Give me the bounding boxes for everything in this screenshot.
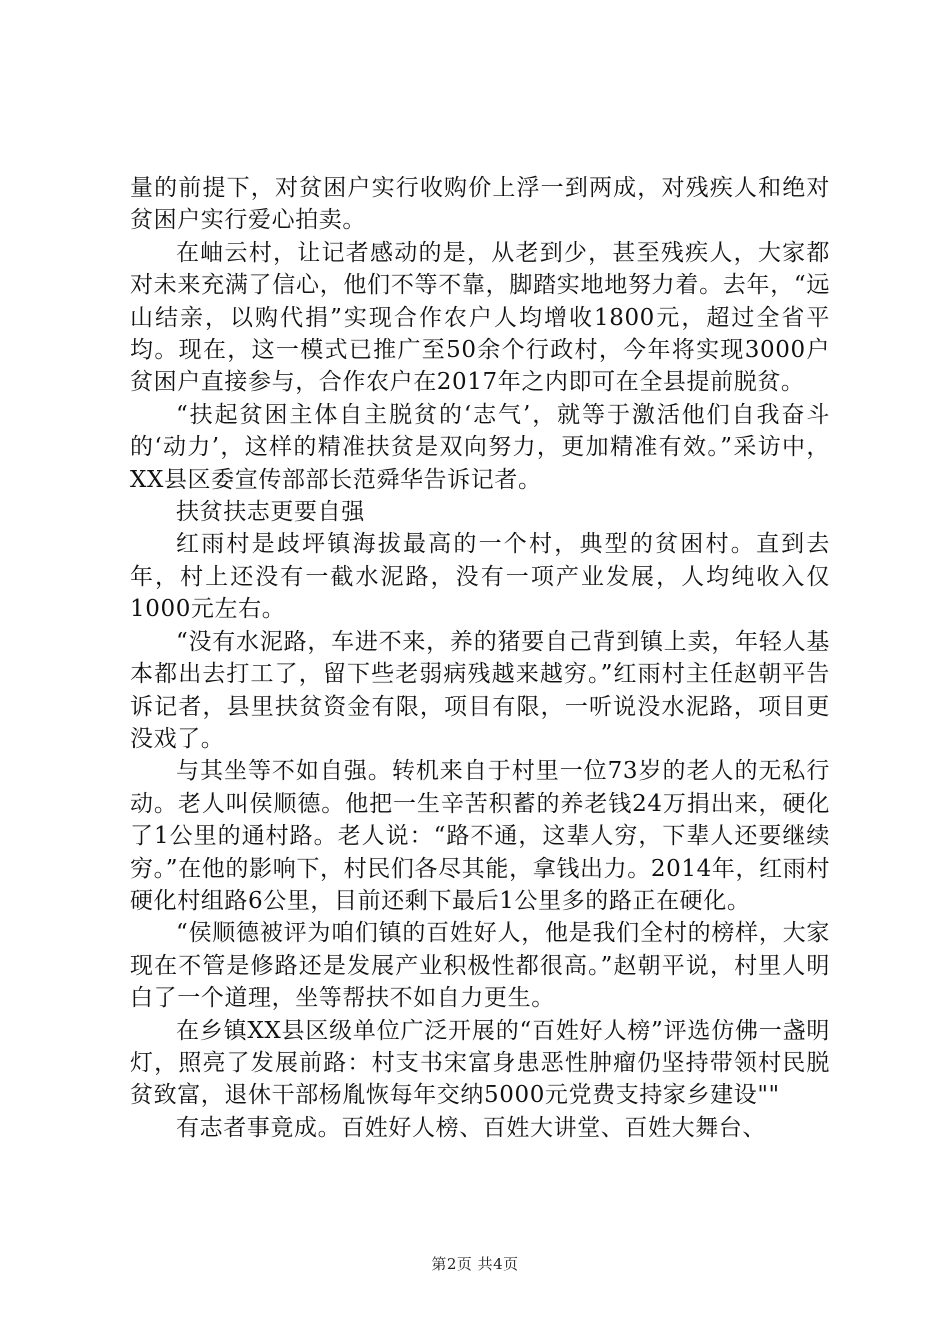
paragraph-hongyu-village: 红雨村是歧坪镇海拔最高的一个村，典型的贫困村。直到去年，村上还没有一截水泥路，没有一项产业发展，人均纯收入仅1000元左右。 [130,531,830,623]
document-body [130,172,830,1144]
paragraph-closing: 有志者事竟成。百姓好人榜、百姓大讲堂、百姓大舞台、 [176,1114,766,1141]
paragraph-quote-zhao-chaoping: “没有水泥路，车进不来，养的猪要自己背到镇上卖，年轻人基本都出去打工了，留下些老弱病残越来越穷。”红雨村主任赵朝平告诉记者，县里扶贫资金有限，项目有限，一听说没水泥路，项目更没戏了。 [130,628,830,752]
paragraph-role-model: “侯顺德被评为咱们镇的百姓好人，他是我们全村的榜样，大家现在不管是修路还是发展产业积极性都很高。”赵朝平说，村里人明白了一个道理，坐等帮扶不如自力更生。 [130,920,830,1012]
paragraph-good-people-list: 在乡镇XX县区级单位广泛开展的“百姓好人榜”评选仿佛一盏明灯，照亮了发展前路：村支书宋富身患恶性肿瘤仍坚持带领村民脱贫致富，退休干部杨胤恢每年交纳5000元党费支持家乡建设"" [130,1017,830,1109]
paragraph-xiuyun-village: 在岫云村，让记者感动的是，从老到少，甚至残疾人，大家都对未来充满了信心，他们不等不靠，脚踏实地地努力着。去年，“远山结亲，以购代捐”实现合作农户人均增收1800元，超过全省平均。现在，这一模式已推广至50余个行政村，今年将实现3000户贫困户直接参与，合作农户在2017年之内即可在全县提前脱贫。 [130,239,830,396]
paragraph-hou-shunde: 与其坐等不如自强。转机来自于村里一位73岁的老人的无私行动。老人叫侯顺德。他把一生辛苦积蓄的养老钱24万捐出来，硬化了1公里的通村路。老人说：“路不通，这辈人穷，下辈人还要继续穷。”在他的影响下，村民们各尽其能，拿钱出力。2014年，红雨村硬化村组路6公里，目前还剩下最后1公里多的路正在硬化。 [130,758,830,914]
paragraph-quote-fan-shunhua: “扶起贫困主体自主脱贫的‘志气’，就等于激活他们自我奋斗的‘动力’，这样的精准扶贫是双向努力，更加精准有效。”采访中，XX县区委宣传部部长范舜华告诉记者。 [130,401,830,493]
page-number-footer: 第2页 共4页 [431,1255,519,1273]
section-heading: 扶贫扶志更要自强 [176,499,365,526]
paragraph-continuation: 量的前提下，对贫困户实行收购价上浮一到两成，对残疾人和绝对贫困户实行爱心拍卖。 [130,175,830,234]
